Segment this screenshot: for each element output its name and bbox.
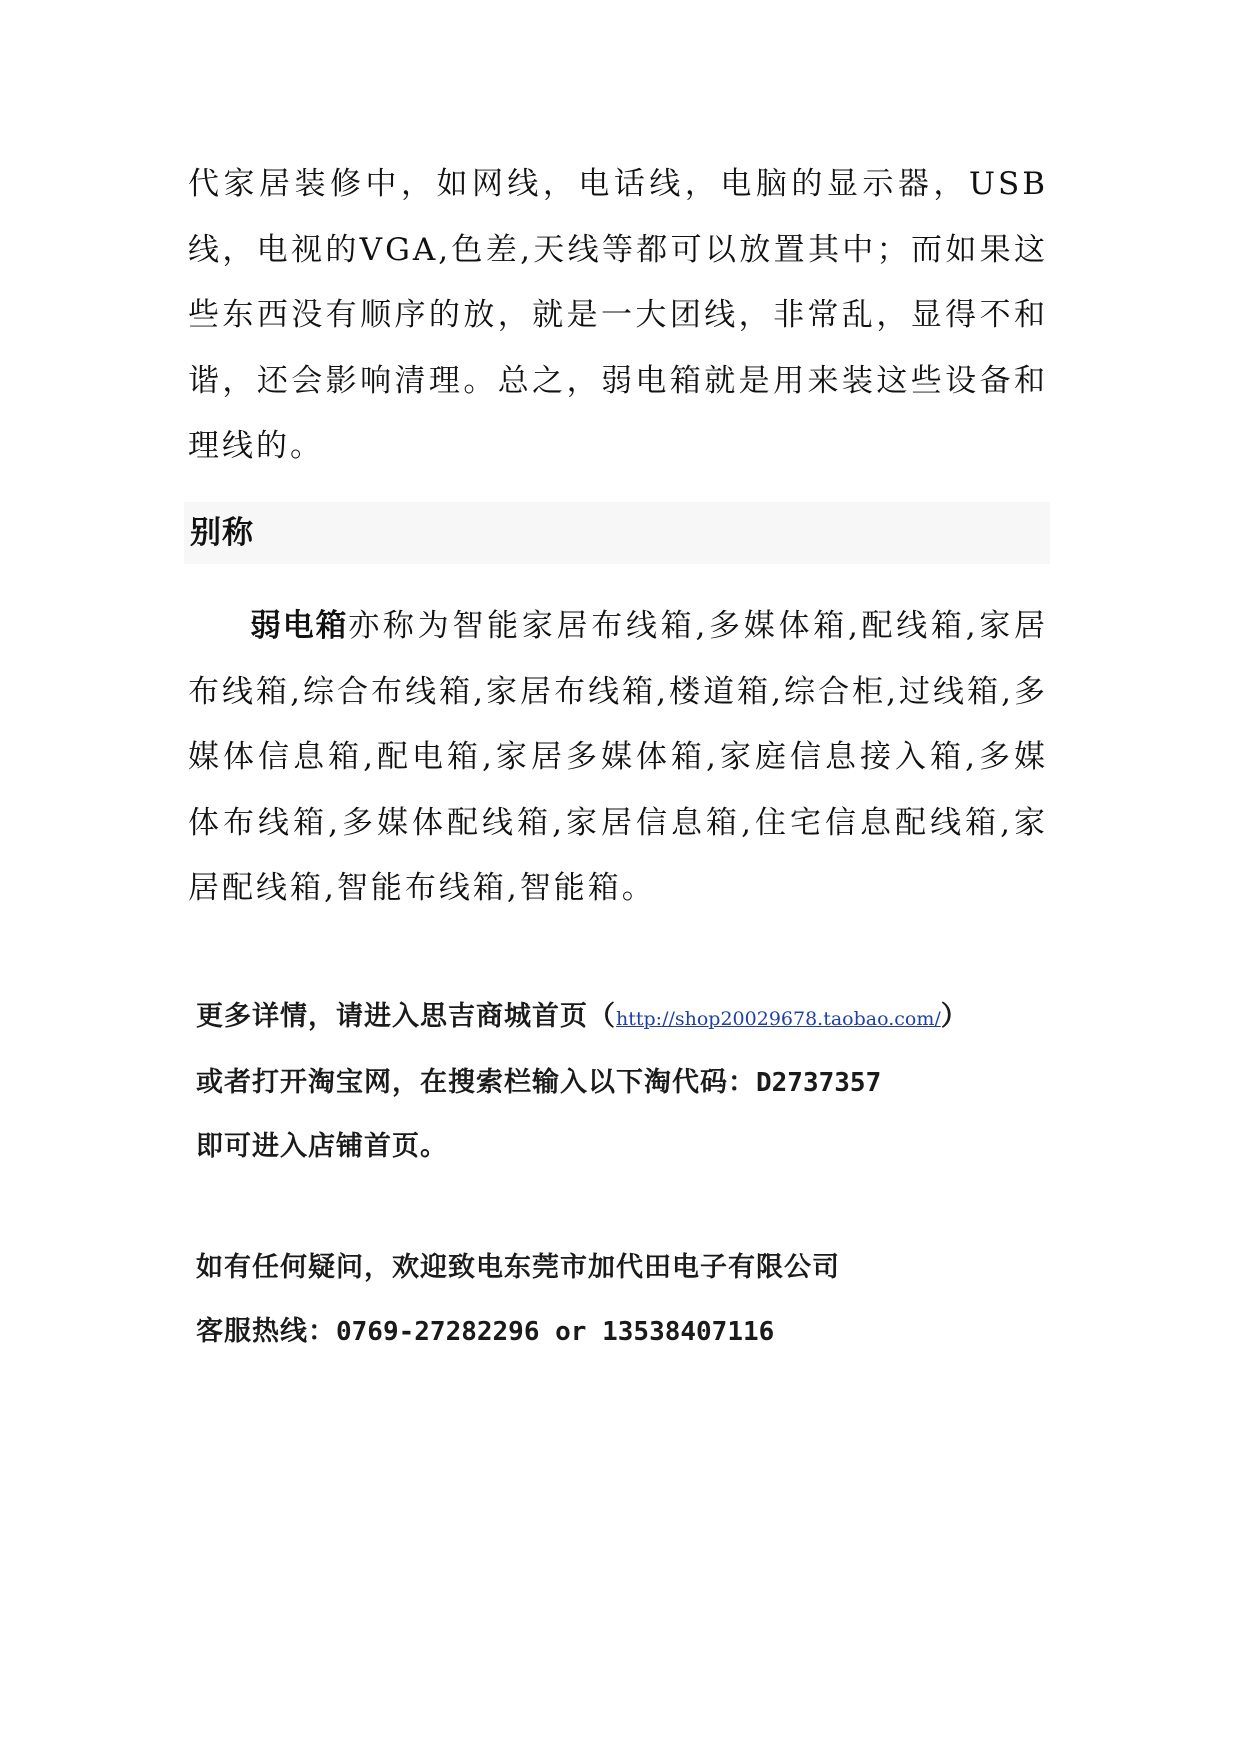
shop-info-line-3: 即可进入店铺首页。 xyxy=(196,1131,448,1162)
contact-company-line: 如有任何疑问，欢迎致电东莞市加代田电子有限公司 xyxy=(196,1252,840,1283)
taobao-code-value: D2737357 xyxy=(756,1068,882,1098)
contact-info-block xyxy=(196,1236,1056,1364)
intro-paragraph: 代家居装修中，如网线，电话线，电脑的显示器，USB线，电视的VGA,色差,天线等都可以放置其中；而如果这些东西没有顺序的放，就是一大团线，非常乱，显得不和谐，还会影响清理。总之，弱电箱就是用来装这些设备和理线的。 xyxy=(188,166,1048,464)
shop-info-line-1 xyxy=(196,985,1056,1051)
section-heading-alias: 别称 xyxy=(184,502,1050,564)
shop-info-prefix: 更多详情，请进入思吉商城首页（ xyxy=(196,1001,616,1032)
hotline-value: 0769-27282296 or 13538407116 xyxy=(336,1317,775,1347)
alias-body: 亦称为智能家居布线箱,多媒体箱,配线箱,家居布线箱,综合布线箱,家居布线箱,楼道箱,综合柜,过线箱,多媒体信息箱,配电箱,家居多媒体箱,家庭信息接入箱,多媒体布线箱,多媒体配线箱,家居信息箱,住宅信息配线箱,家居配线箱,智能布线箱,智能箱。 xyxy=(188,608,1049,906)
shop-info-suffix: ） xyxy=(940,1001,969,1032)
taobao-code-label: 或者打开淘宝网，在搜索栏输入以下淘代码： xyxy=(196,1067,756,1098)
shop-info-block xyxy=(196,985,1056,1179)
shop-info-line-2 xyxy=(196,1051,1056,1115)
hotline-label: 客服热线： xyxy=(196,1316,336,1347)
shop-url-link[interactable]: http://shop20029678.taobao.com/ xyxy=(616,1008,941,1030)
hotline-line xyxy=(196,1300,1056,1364)
alias-paragraph xyxy=(188,594,1048,922)
alias-term: 弱电箱 xyxy=(250,608,349,644)
